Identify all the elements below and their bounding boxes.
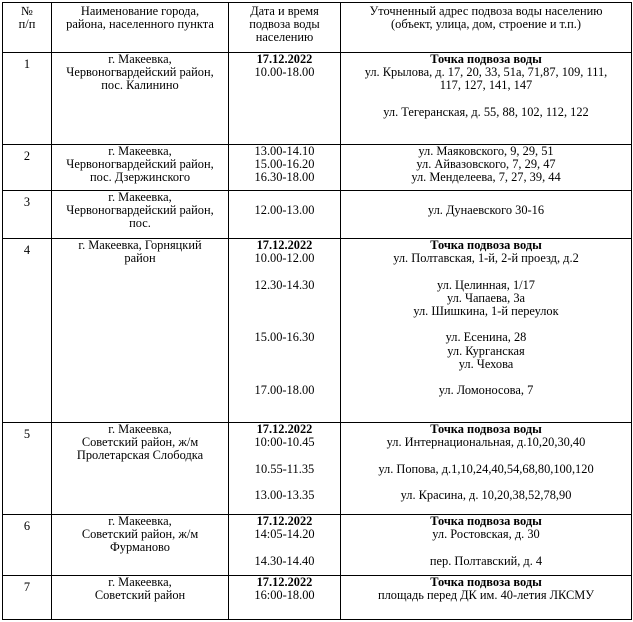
row-date-time: 12.00-13.00 — [229, 191, 341, 239]
header-date: Дата и время подвоза воды населению — [229, 3, 341, 53]
row-city: г. Макеевка, Горняцкий район — [52, 239, 229, 423]
row-number: 7 — [3, 576, 52, 620]
row-city: г. Макеевка, Червоногвардейский район, пос. Дзержинского — [52, 145, 229, 191]
row-date-time: 17.12.2022 14:05-14.20 14.30-14.40 — [229, 515, 341, 576]
row-city: г. Макеевка, Червоногвардейский район, пос. — [52, 191, 229, 239]
table-header-row — [3, 3, 632, 53]
row-number: 4 — [3, 239, 52, 423]
water-delivery-table — [2, 2, 632, 620]
table-row — [3, 53, 632, 145]
row-date-time: 17.12.2022 10.00-18.00 — [229, 53, 341, 145]
row-date-time: 17.12.2022 10:00-10.45 10.55-11.35 13.00-13.35 — [229, 423, 341, 515]
row-address: Точка подвоза воды ул. Ростовская, д. 30 пер. Полтавский, д. 4 — [341, 515, 632, 576]
row-address: Точка подвоза воды площадь перед ДК им. 40-летия ЛКСМУ — [341, 576, 632, 620]
row-city: г. Макеевка, Советский район, ж/м Фурманово — [52, 515, 229, 576]
table-row — [3, 239, 632, 423]
row-number: 3 — [3, 191, 52, 239]
table-row — [3, 191, 632, 239]
row-date-time: 13.00-14.10 15.00-16.20 16.30-18.00 — [229, 145, 341, 191]
row-city: г. Макеевка, Советский район, ж/м Пролетарская Слободка — [52, 423, 229, 515]
row-number: 6 — [3, 515, 52, 576]
row-city: г. Макеевка, Червоногвардейский район, пос. Калинино — [52, 53, 229, 145]
row-number: 1 — [3, 53, 52, 145]
header-num: № п/п — [3, 3, 52, 53]
row-date-time: 17.12.2022 10.00-12.00 12.30-14.30 15.00-16.30 17.00-18.00 — [229, 239, 341, 423]
header-city: Наименование города, района, населенного пункта — [52, 3, 229, 53]
row-city: г. Макеевка, Советский район — [52, 576, 229, 620]
row-date-time: 17.12.2022 16:00-18.00 — [229, 576, 341, 620]
table-row — [3, 515, 632, 576]
row-address: ул. Дунаевского 30-16 — [341, 191, 632, 239]
row-number: 2 — [3, 145, 52, 191]
table-row — [3, 576, 632, 620]
row-address: Точка подвоза воды ул. Интернациональная, д.10,20,30,40 ул. Попова, д.1,10,24,40,54,68,80,100,120 ул. Красина, д. 10,20,38,52,78,90 — [341, 423, 632, 515]
row-number: 5 — [3, 423, 52, 515]
table-row — [3, 145, 632, 191]
row-address: Точка подвоза воды ул. Полтавская, 1-й, 2-й проезд, д.2 ул. Целинная, 1/17 ул. Чапаева, 3а ул. Шишкина, 1-й переулок ул. Есенина, 28 ул. Курганская ул. Чехова ул. Ломоносова, 7 — [341, 239, 632, 423]
header-address: Уточненный адрес подвоза воды населению (объект, улица, дом, строение и т.п.) — [341, 3, 632, 53]
table-row — [3, 423, 632, 515]
row-address: Точка подвоза воды ул. Крылова, д. 17, 20, 33, 51а, 71,87, 109, 111, 117, 127, 141, 147 ул. Тегеранская, д. 55, 88, 102, 112, 122 — [341, 53, 632, 145]
row-address: ул. Маяковского, 9, 29, 51 ул. Айвазовского, 7, 29, 47 ул. Менделеева, 7, 27, 39, 44 — [341, 145, 632, 191]
